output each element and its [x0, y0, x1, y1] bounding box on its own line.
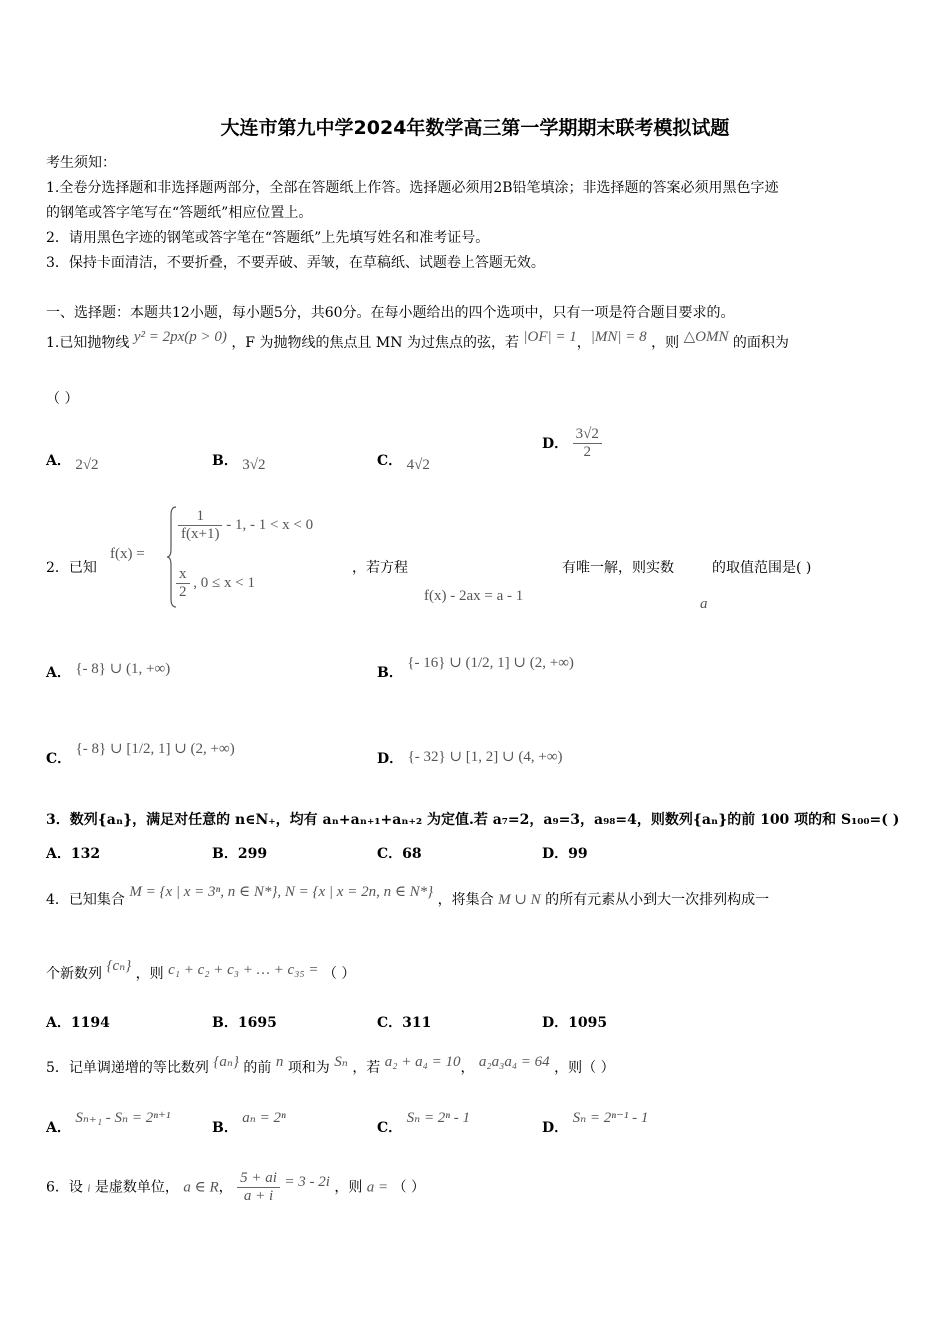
q2-variable: a [700, 596, 708, 612]
q5-equation: a₂ + a₄ = 10 [384, 1054, 461, 1070]
option-value: 3√2 [242, 457, 266, 473]
q2-option-a[interactable] [46, 662, 170, 682]
note-item: 3．保持卡面清洁，不要折叠，不要弄破、弄皱，在草稿纸、试题卷上答题无效。 [46, 255, 545, 271]
q5-option-b[interactable] [212, 1110, 286, 1137]
q1-option-b[interactable] [212, 450, 266, 473]
q6-equation: = 3 - 2i [284, 1173, 330, 1190]
q4-text: ，将集合 [437, 892, 494, 908]
q6-text: ，则 [334, 1179, 363, 1196]
q5-text: ， [460, 1060, 475, 1076]
q1-text: ，F 为抛物线的焦点且 MN 为过焦点的弦，若 [231, 335, 519, 351]
q6-equation: i [87, 1182, 91, 1195]
q1-option-a[interactable] [46, 450, 99, 473]
q1-text: ， [576, 335, 591, 351]
q6-text: 6．设 [46, 1179, 83, 1196]
page-title: 大连市第九中学2024年数学高三第一学期期末联考模拟试题 [220, 117, 730, 139]
option-value: {- 32} ∪ [1, 2] ∪ (4, +∞) [407, 749, 563, 765]
option-value: 132 [70, 846, 101, 862]
option-label: B． [212, 846, 238, 862]
q6-text: （ ） [392, 1179, 426, 1196]
q1-text: 1.已知抛物线 [46, 335, 130, 351]
q1-equation: y² = 2px(p > 0) [133, 329, 227, 345]
q3-option-b[interactable] [212, 843, 267, 863]
q3-option-a[interactable] [46, 843, 100, 863]
option-label: B． [212, 1120, 238, 1136]
piecewise-case-1 [178, 508, 313, 543]
option-value: aₙ = 2ⁿ [242, 1110, 286, 1126]
option-label: C． [377, 1120, 403, 1136]
q2-text: 有唯一解，则实数 [562, 560, 674, 576]
option-value: {- 16} ∪ (1/2, 1] ∪ (2, +∞) [407, 655, 574, 671]
case-condition: , 0 ≤ x < 1 [193, 574, 255, 591]
option-label: D． [377, 751, 404, 767]
option-label: D． [542, 435, 569, 452]
option-label: C． [377, 1015, 403, 1031]
q4-option-a[interactable] [46, 1012, 110, 1032]
q5-text: ，若 [352, 1060, 381, 1076]
q2-option-b[interactable] [377, 655, 574, 682]
q6-text: 是虚数单位， [94, 1179, 179, 1196]
question-4-cont [46, 958, 356, 983]
q5-option-d[interactable] [542, 1110, 649, 1137]
q2-equation: f(x) - 2ax = a - 1 [424, 588, 524, 604]
question-1 [46, 329, 789, 352]
q4-option-b[interactable] [212, 1012, 277, 1032]
option-value: Sₙ = 2ⁿ - 1 [406, 1110, 471, 1126]
fraction-denominator: a + i [243, 1188, 274, 1204]
note-item: 的钢笔或答字笔写在“答题纸”相应位置上。 [46, 205, 313, 221]
option-label: B． [212, 453, 238, 469]
option-value: 68 [402, 846, 422, 862]
q1-text: 的面积为 [732, 335, 789, 351]
option-label: C． [377, 453, 403, 469]
option-value: 99 [568, 846, 588, 862]
option-label: C． [377, 846, 403, 862]
q4-text: 个新数列 [46, 966, 102, 982]
q5-equation: {aₙ} [213, 1054, 239, 1070]
q4-text: ，则 [135, 966, 164, 982]
case-condition: - 1, - 1 < x < 0 [226, 516, 314, 533]
option-value: Sₙ = 2ⁿ⁻¹ - 1 [572, 1110, 649, 1126]
question-3: 3．数列{aₙ}，满足对任意的 n∈N₊，均有 aₙ+aₙ₊₁+aₙ₊₂ 为定值.若 a₇=2，a₉=3，a₉₈=4，则数列{aₙ}的前 100 项的和 S₁₀₀=( ) [46, 812, 900, 828]
q3-option-d[interactable] [542, 843, 588, 863]
fraction-denominator: 2 [583, 444, 591, 460]
option-label: A． [46, 453, 71, 469]
q1-paren: （ ） [46, 391, 79, 407]
q2-text: 的取值范围是( ) [712, 560, 812, 576]
fraction-numerator: 1 [178, 508, 222, 526]
q5-option-c[interactable] [377, 1110, 471, 1137]
q2-option-c[interactable] [46, 741, 235, 768]
q2-function: f(x) = [110, 546, 145, 562]
option-label: A． [46, 1120, 71, 1136]
fraction-numerator: 5 + ai [237, 1170, 280, 1188]
option-label: A． [46, 665, 71, 681]
option-label: D． [542, 846, 569, 862]
q1-equation: |MN| = 8 [590, 329, 647, 345]
note-item: 2．请用黑色字迹的钢笔或答字笔在“答题纸”上先填写姓名和准考证号。 [46, 230, 490, 246]
option-value: 1095 [568, 1015, 608, 1031]
q4-equation: c₁ + c₂ + c₃ + … + c₃₅ = [168, 962, 319, 978]
option-label: C． [46, 751, 72, 767]
option-value: 4√2 [406, 457, 430, 473]
piecewise-case-2 [176, 566, 255, 601]
q5-option-a[interactable] [46, 1110, 171, 1137]
q5-text: 5．记单调递增的等比数列 [46, 1060, 209, 1076]
q6-equation: a ∈ R [183, 1179, 219, 1196]
fraction-numerator: 3√2 [573, 426, 602, 444]
q1-option-c[interactable] [377, 450, 430, 473]
question-6 [46, 1170, 425, 1205]
q4-text: 的所有元素从小到大一次排列构成一 [545, 892, 770, 908]
option-label: A． [46, 846, 71, 862]
question-5 [46, 1054, 615, 1077]
question-4 [46, 884, 770, 909]
q4-option-d[interactable] [542, 1012, 607, 1032]
fraction-numerator: x [176, 566, 190, 584]
q4-text: （ ） [322, 966, 356, 982]
option-value: 299 [237, 846, 268, 862]
fraction-denominator: 2 [179, 584, 187, 600]
option-value: {- 8} ∪ (1, +∞) [75, 661, 171, 677]
q6-equation: a = [366, 1179, 389, 1196]
option-value: 311 [402, 1015, 432, 1031]
q1-option-d[interactable] [542, 426, 602, 461]
q5-text: ，则（ ） [554, 1060, 615, 1076]
q1-text: ，则 [651, 335, 680, 351]
q5-equation: n [275, 1054, 284, 1070]
option-label: B． [377, 665, 403, 681]
option-label: D． [542, 1015, 569, 1031]
option-label: D． [542, 1120, 569, 1136]
option-value: Sₙ₊₁ - Sₙ = 2ⁿ⁺¹ [75, 1110, 171, 1126]
option-value: 1695 [237, 1015, 277, 1031]
option-label: B． [212, 1015, 238, 1031]
option-value: {- 8} ∪ [1/2, 1] ∪ (2, +∞) [75, 741, 235, 757]
q4-equation: M ∪ N [498, 892, 541, 908]
q4-equation: M = {x | x = 3ⁿ, n ∈ N*}, N = {x | x = 2n, n ∈ N*} [129, 884, 434, 900]
q4-equation: {cₙ} [106, 958, 132, 974]
option-value: 2√2 [75, 457, 99, 473]
option-label: A． [46, 1015, 71, 1031]
option-value: 1194 [70, 1015, 110, 1031]
q4-option-c[interactable] [377, 1012, 431, 1032]
q2-option-d[interactable] [377, 748, 563, 768]
q5-equation: Sₙ [334, 1054, 348, 1070]
fraction-denominator: f(x+1) [181, 526, 220, 542]
q6-text: ， [218, 1179, 233, 1196]
q5-equation: a₂a₃a₄ = 64 [478, 1054, 550, 1070]
section-heading: 一、选择题：本题共12小题，每小题5分，共60分。在每小题给出的四个选项中，只有一项是符合题目要求的。 [46, 305, 735, 321]
q2-text: 2．已知 [46, 560, 97, 576]
note-item: 1.全卷分选择题和非选择题两部分，全部在答题纸上作答。选择题必须用2B铅笔填涂；非选择题的答案必须用黑色字迹 [46, 180, 779, 196]
q1-equation: △OMN [683, 329, 729, 345]
q3-option-c[interactable] [377, 843, 422, 863]
q5-text: 项和为 [287, 1060, 330, 1076]
q4-text: 4．已知集合 [46, 892, 125, 908]
q1-equation: |OF| = 1 [523, 329, 577, 345]
notes-heading: 考生须知： [46, 155, 116, 171]
q2-text: ，若方程 [352, 560, 408, 576]
q5-text: 的前 [243, 1060, 272, 1076]
